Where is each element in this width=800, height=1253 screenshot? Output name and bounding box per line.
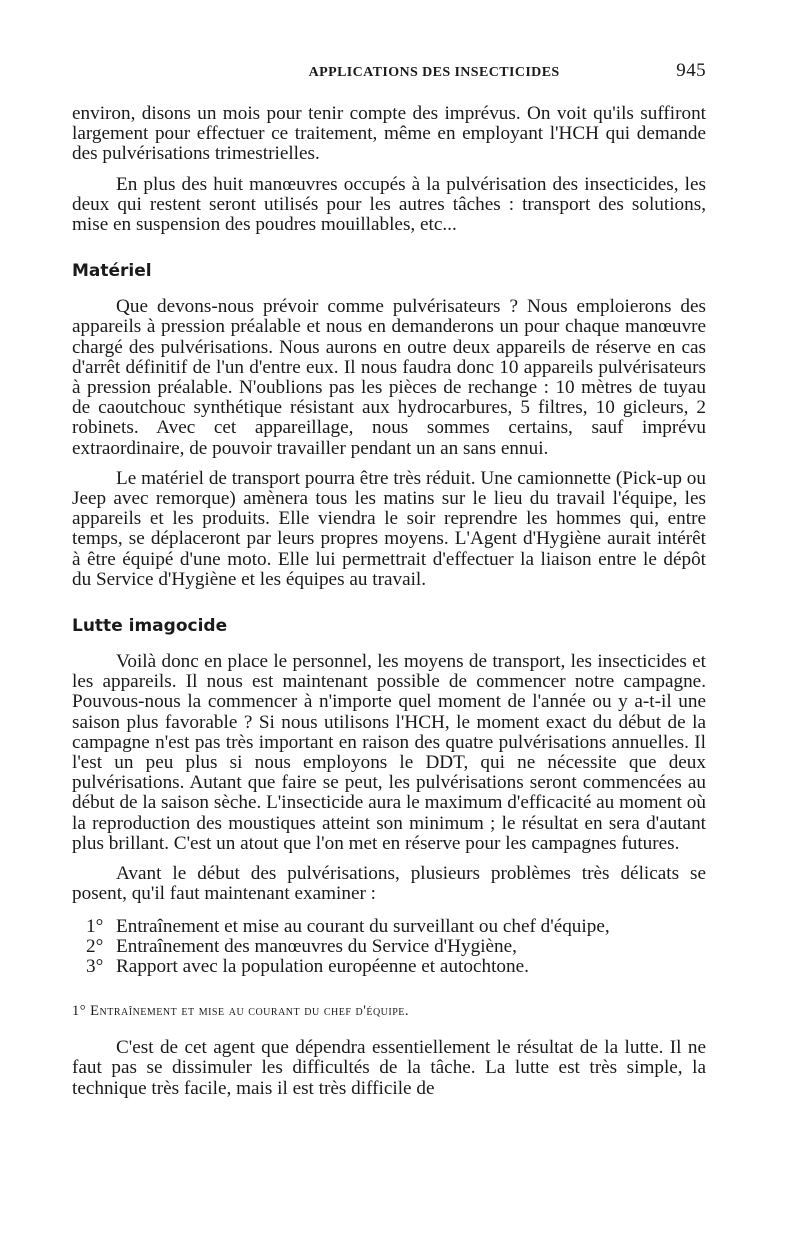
paragraph: C'est de cet agent que dépendra essentiellement le résultat de la lutte. Il ne faut pas se dissimuler les difficultés de la tâche. La lutte est très simple, la technique très facile, mais il est très difficile de [72, 1037, 706, 1099]
list-item [72, 937, 706, 957]
running-header [72, 60, 706, 82]
list-item-number: 2° [86, 935, 104, 957]
list-item-text: Entraînement des manœuvres du Service d'Hygiène, [116, 935, 517, 957]
list-item [72, 957, 706, 977]
subsection-heading: 1° Entraînement et mise au courant du chef d'équipe. [72, 1003, 410, 1020]
list-item-text: Rapport avec la population européenne et autochtone. [116, 955, 529, 977]
list-item-number: 1° [86, 915, 104, 937]
section-heading-materiel: Matériel [72, 261, 152, 282]
page-number: 945 [676, 60, 706, 81]
paragraph-continuation: environ, disons un mois pour tenir compte des imprévus. On voit qu'ils suffiront largement pour effectuer ce traitement, même en employant l'HCH qui demande des pulvérisations trimestrielles. [72, 103, 706, 165]
list-item [72, 917, 706, 937]
paragraph: Que devons-nous prévoir comme pulvérisateurs ? Nous emploierons des appareils à pression préalable et nous en demanderons un pour chaque manœuvre chargé des pulvérisations. Nous aurons en outre deux appareils de réserve en cas d'arrêt définitif de l'un d'entre eux. Il nous faudra donc 10 appareils pulvérisateurs à pression préalable. N'oublions pas les pièces de rechange : 10 mètres de tuyau de caoutchouc synthétique résistant aux hydrocarbures, 5 filtres, 10 gicleurs, 2 robinets. Avec cet appareillage, nous sommes certains, sauf imprévu extraordinaire, de pouvoir travailler pendant un an sans ennui. [72, 296, 706, 459]
paragraph: En plus des huit manœuvres occupés à la pulvérisation des insecticides, les deux qui restent seront utilisés pour les autres tâches : transport des solutions, mise en suspension des poudres mouillables, etc... [72, 173, 706, 236]
document-page [72, 60, 706, 1099]
numbered-list [72, 917, 706, 978]
section-heading-lutte: Lutte imagocide [72, 616, 228, 637]
paragraph: Avant le début des pulvérisations, plusieurs problèmes très délicats se posent, qu'il faut maintenant examiner : [72, 863, 706, 905]
list-item-text: Entraînement et mise au courant du surveillant ou chef d'équipe, [116, 915, 610, 937]
list-item-number: 3° [86, 955, 104, 977]
paragraph: Voilà donc en place le personnel, les moyens de transport, les insecticides et les appareils. Il nous est maintenant possible de commencer notre campagne. Pouvous-nous la commencer à n'importe quel moment de l'année ou y a-t-il une saison plus favorable ? Si nous utilisons l'HCH, le moment exact du début de la campagne n'est pas très important en raison des quatre pulvérisations annuelles. Il l'est un peu plus si nous employons le DDT, qui ne nécessite que deux pulvérisations. Autant que faire se peut, les pulvérisations seront commencées au début de la saison sèche. L'insecticide aura le maximum d'efficacité au moment où la reproduction des moustiques atteint son minimum ; le résultat en sera d'autant plus brillant. C'est un atout que l'on met en réserve pour les campagnes futures. [72, 651, 706, 854]
running-title: APPLICATIONS DES INSECTICIDES [308, 65, 560, 80]
paragraph: Le matériel de transport pourra être très réduit. Une camionnette (Pick-up ou Jeep avec remorque) amènera tous les matins sur le lieu du travail l'équipe, les appareils et les produits. Elle viendra le soir reprendre les hommes qui, entre temps, se déplaceront par leurs propres moyens. L'Agent d'Hygiène aurait intérêt à être équipé d'une moto. Elle lui permettrait d'effectuer la liaison entre le dépôt du Service d'Hygiène et les équipes au travail. [72, 467, 706, 590]
